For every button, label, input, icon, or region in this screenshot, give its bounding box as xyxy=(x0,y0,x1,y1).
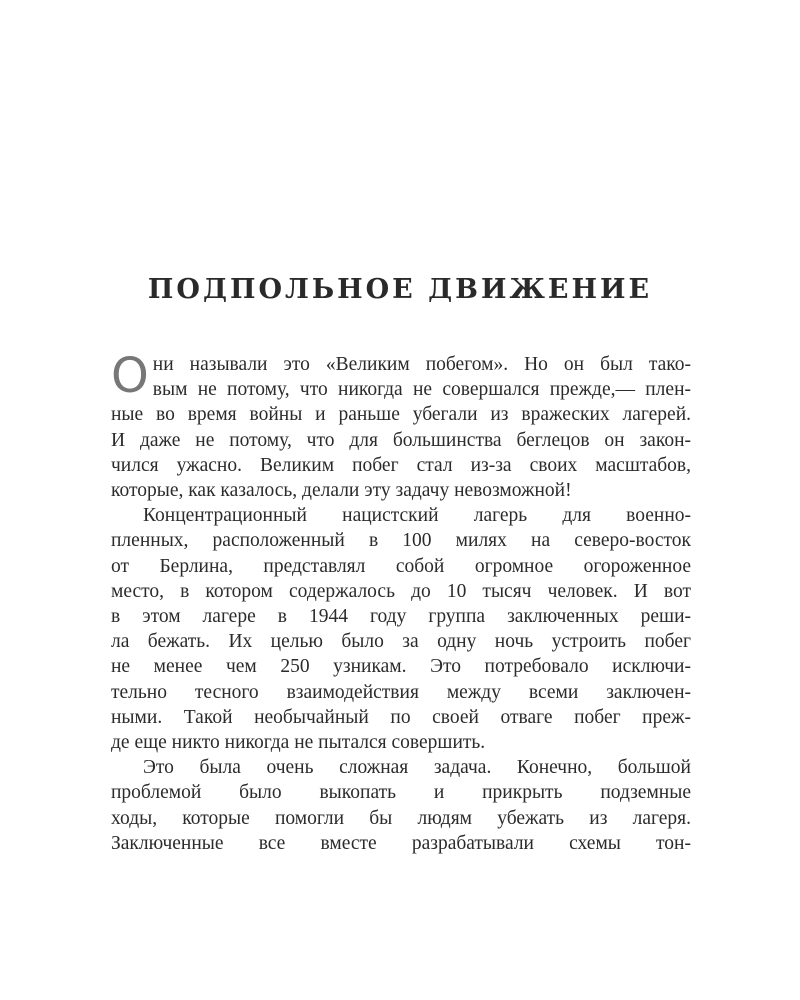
text-line: проблемой было выкопать и прикрыть подземные xyxy=(111,782,691,804)
chapter-title: ПОДПОЛЬНОЕ ДВИЖЕНИЕ xyxy=(147,274,653,305)
drop-cap: О xyxy=(111,348,149,404)
text-line: де еще никто никогда не пытался совершить. xyxy=(111,732,486,754)
text-line: которые, как казалось, делали эту задачу невозможной! xyxy=(111,480,572,502)
paragraph-3 xyxy=(111,755,691,856)
text-line: чился ужасно. Великим побег стал из-за своих масштабов, xyxy=(111,454,691,476)
text-line: ными. Такой необычайный по своей отваге побег преж- xyxy=(111,706,691,728)
text-line: не менее чем 250 узникам. Это потребовало исключи- xyxy=(111,656,691,678)
text-line: пленных, расположенный в 100 милях на северо-восток xyxy=(111,530,691,552)
text-line: ла бежать. Их целью было за одну ночь устроить побег xyxy=(111,631,691,653)
text-line: Концентрационный нацистский лагерь для военно- xyxy=(143,505,691,527)
text-line: И даже не потому, что для большинства беглецов он закон- xyxy=(111,429,691,451)
text-line: ни называли это «Великим побегом». Но он был тако- xyxy=(152,354,691,375)
text-line: Это была очень сложная задача. Конечно, большой xyxy=(143,757,691,779)
chapter-body xyxy=(111,348,691,856)
text-line: в этом лагере в 1944 году группа заключенных реши- xyxy=(111,606,691,628)
text-line: ные во время войны и раньше убегали из вражеских лагерей. xyxy=(111,404,691,426)
paragraph-1 xyxy=(111,348,691,503)
text-line: вым не потому, что никогда не совершался прежде,— плен- xyxy=(152,379,691,401)
text-line: от Берлина, представлял собой огромное огороженное xyxy=(111,555,691,577)
text-line: Заключенные все вместе разрабатывали схемы тон- xyxy=(111,832,691,854)
text-line: место, в котором содержалось до 10 тысяч человек. И вот xyxy=(111,580,691,602)
paragraph-2 xyxy=(111,503,691,755)
text-line: ходы, которые помогли бы людям убежать из лагеря. xyxy=(111,807,691,829)
text-line: тельно тесного взаимодействия между всеми заключен- xyxy=(111,681,691,703)
